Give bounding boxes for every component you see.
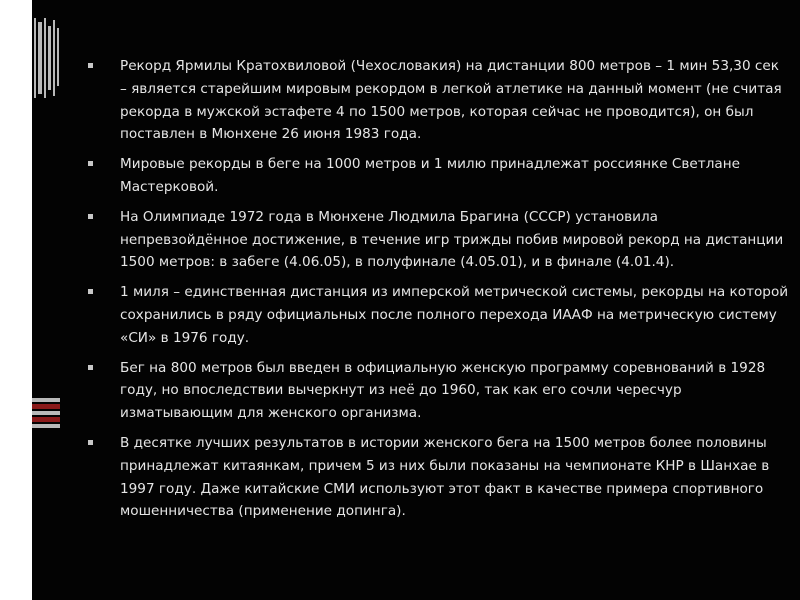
bullet-text: В десятке лучших результатов в истории женского бега на 1500 метров более половины принадлежат китаянкам, причем 5 из них были показаны на чемпионате КНР в Шанхае в 1997 году. Даже китайские СМИ используют этот факт в качестве примера спортивного мошенничества (применение допинга). (120, 434, 770, 520)
bullet-list (86, 55, 790, 523)
bullet-item (86, 206, 790, 274)
presentation-slide (32, 0, 800, 600)
bullet-item (86, 55, 790, 146)
bullet-text: На Олимпиаде 1972 года в Мюнхене Людмила Брагина (СССР) установила непревзойдённое достижение, в течение игр трижды побив мировой рекорд на дистанции 1500 метров: в забеге (4.06.05), в полуфинале (4.05.01), и в финале (4.01.4). (120, 208, 784, 271)
bullet-item (86, 357, 790, 425)
bullet-item (86, 432, 790, 523)
slide-margin (0, 0, 32, 600)
bullet-text: Бег на 800 метров был введен в официальную женскую программу соревнований в 1928 году, но впоследствии вычеркнут из неё до 1960, так как его сочли чересчур изматывающим для женского организма. (120, 359, 766, 422)
slide-decoration-blocks-mid (32, 398, 60, 428)
square-bullet-icon (88, 63, 93, 68)
slide-decoration-stripes-top (32, 18, 60, 98)
bullet-text: Рекорд Ярмилы Кратохвиловой (Чехословакия) на дистанции 800 метров – 1 мин 53,30 сек – является старейшим мировым рекордом в легкой атлетике на данный момент (не считая рекорда в мужской эстафете 4 по 1500 метров, которая сейчас не проводится), он был поставлен в Мюнхене 26 июня 1983 года. (120, 58, 782, 143)
bullet-item (86, 281, 790, 349)
bullet-item (86, 153, 790, 199)
bullet-text: Мировые рекорды в беге на 1000 метров и 1 милю принадлежат россиянке Светлане Мастерковой. (120, 156, 740, 195)
square-bullet-icon (88, 289, 93, 294)
square-bullet-icon (88, 440, 93, 445)
square-bullet-icon (88, 161, 93, 166)
square-bullet-icon (88, 365, 93, 370)
slide-content (86, 55, 790, 530)
square-bullet-icon (88, 214, 93, 219)
bullet-text: 1 миля – единственная дистанция из имперской метрической системы, рекорды на которой сохранились в ряду официальных после полного перехода ИААФ на метрическую систему «СИ» в 1976 году. (120, 284, 789, 346)
